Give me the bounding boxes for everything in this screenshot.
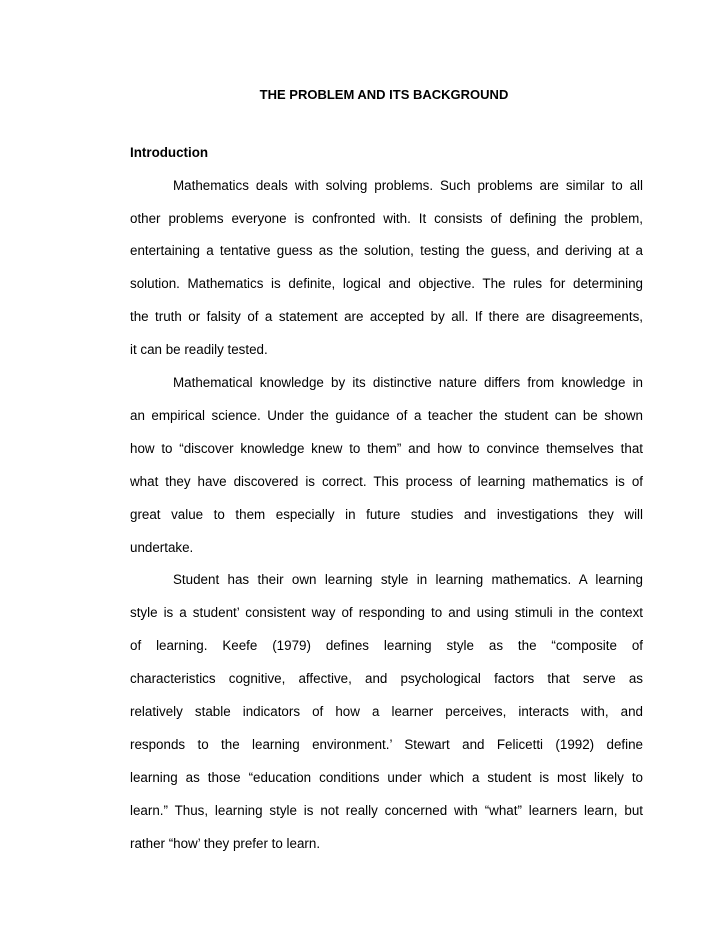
paragraph-line: solution. Mathematics is definite, logical and objective. The rules for determining — [130, 276, 643, 291]
paragraph-line: great value to them especially in future studies and investigations they will — [130, 507, 643, 522]
paragraph-line: learning as those “education conditions under which a student is most likely to — [130, 770, 643, 785]
paragraph-line: learn.” Thus, learning style is not really concerned with “what” learners learn, but — [130, 803, 643, 818]
paragraph-line: other problems everyone is confronted with. It consists of defining the problem, — [130, 211, 643, 226]
paragraph-line: Student has their own learning style in learning mathematics. A learning — [173, 572, 643, 587]
paragraph-line: what they have discovered is correct. This process of learning mathematics is of — [130, 474, 643, 489]
section-heading: Introduction — [130, 145, 209, 160]
paragraph-line: how to “discover knowledge knew to them” and how to convince themselves that — [130, 441, 643, 456]
paragraph-line: an empirical science. Under the guidance of a teacher the student can be shown — [130, 408, 643, 423]
paragraph-line: the truth or falsity of a statement are accepted by all. If there are disagreements, — [130, 309, 643, 324]
paragraph-line: entertaining a tentative guess as the solution, testing the guess, and deriving at a — [130, 243, 643, 258]
paragraph-line: Mathematics deals with solving problems. Such problems are similar to all — [173, 178, 643, 193]
paragraph-line: relatively stable indicators of how a learner perceives, interacts with, and — [130, 704, 643, 719]
paragraph-line: rather “how’ they prefer to learn. — [130, 836, 321, 851]
paragraph-line: undertake. — [130, 540, 194, 555]
paragraph-line: Mathematical knowledge by its distinctive nature differs from knowledge in — [173, 375, 643, 390]
paragraph-line: of learning. Keefe (1979) defines learning style as the “composite of — [130, 638, 643, 653]
document-title: THE PROBLEM AND ITS BACKGROUND — [259, 87, 509, 102]
paragraph-line: it can be readily tested. — [130, 342, 268, 357]
paragraph-line: style is a student’ consistent way of responding to and using stimuli in the context — [130, 605, 643, 620]
paragraph-line: responds to the learning environment.’ Stewart and Felicetti (1992) define — [130, 737, 643, 752]
paragraph-line: characteristics cognitive, affective, and psychological factors that serve as — [130, 671, 643, 686]
